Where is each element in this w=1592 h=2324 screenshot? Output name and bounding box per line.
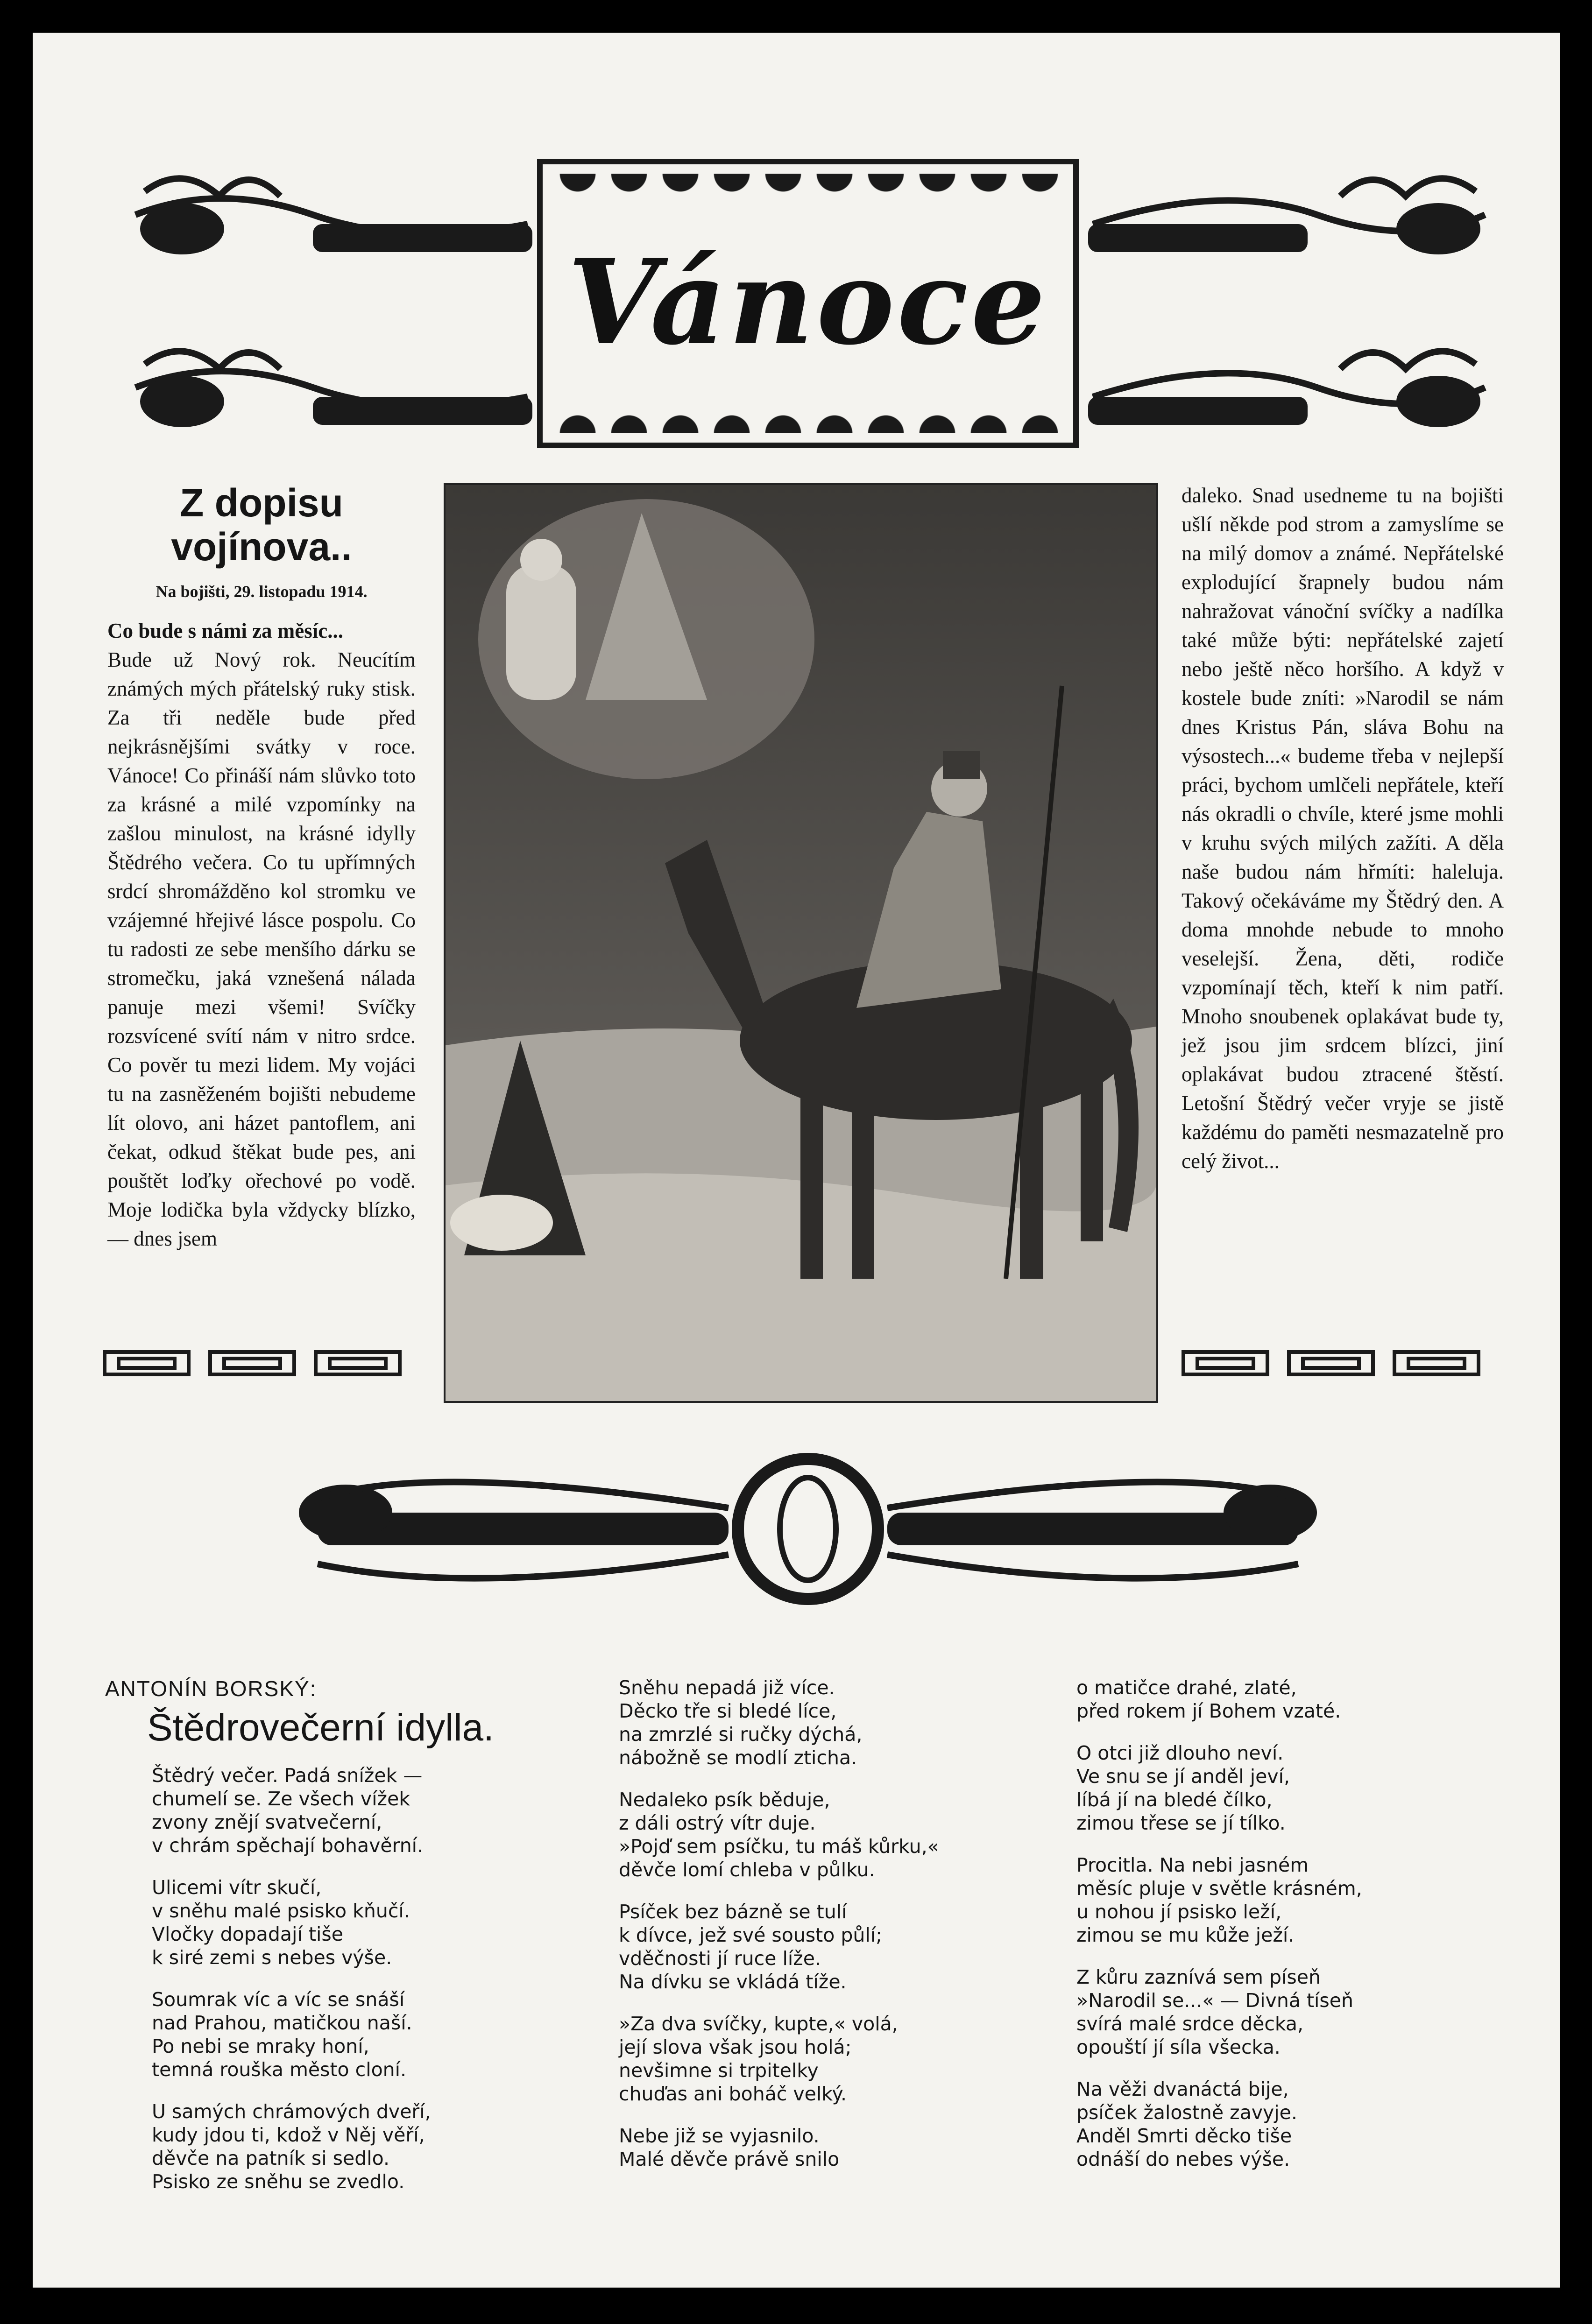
poem-title: Štědrovečerní idylla.: [147, 1706, 494, 1749]
poem-line: opouští jí síla všecka.: [1076, 2036, 1281, 2058]
scallop-border-bottom: [552, 401, 1064, 433]
poem-line: kudy jdou ti, kdož v Něj věří,: [152, 2124, 425, 2146]
poem-line: děvče na patník si sedlo.: [152, 2147, 390, 2169]
divider-ornament-right: [1182, 1349, 1485, 1377]
poem-line: svírá malé srdce děcka,: [1076, 2013, 1304, 2035]
letter-dateline: Na bojišti, 29. listopadu 1914.: [156, 582, 368, 601]
poem-stanza: [619, 1788, 1039, 1881]
poem-line: »Za dva svíčky, kupte,« volá,: [619, 2013, 898, 2035]
poem-line: Na věži dvanáctá bije,: [1076, 2078, 1289, 2100]
poem-line: k siré zemi s nebes výše.: [152, 1946, 392, 1969]
poem-stanza: [1076, 1741, 1520, 1835]
letter-column-left: [107, 481, 416, 1253]
poem-line: Ve snu se jí anděl jeví,: [1076, 1765, 1290, 1788]
garland-ornament-left: [126, 154, 537, 462]
poem-stanza: [1076, 1853, 1520, 1947]
poem-stanza: [619, 2124, 1039, 2171]
illustration-soldier-on-horse: [444, 483, 1158, 1403]
letter-lead: Co bude s námi za měsíc...: [107, 619, 343, 642]
poem-line: nevšimne si trpitelky: [619, 2059, 819, 2082]
poem-line: Vločky dopadají tiše: [152, 1923, 343, 1945]
divider-ornament-left: [103, 1349, 406, 1377]
poem-line: z dáli ostrý vítr duje.: [619, 1812, 816, 1834]
poem-stanza: [152, 2100, 595, 2193]
poem-line: Po nebi se mraky honí,: [152, 2035, 369, 2057]
letter-body-left: Bude už Nový rok. Neucítím známých mých přátelský ruky stisk. Za tři neděle bude před nejkrásnějšími svátky v roce. Vánoce! Co přináší nám slůvko toto za krásné a milé vzpomínky na zašlou minulost, na krásné idylly Štědrého večera. Co tu upřímných srdcí shromážděno kol stromku ve vzájemné hřejivé lásce pospolu. Co tu radosti ze sebe menšího dárku se stromečku, jaká vznešená nálada panuje mezi všemi! Svíčky rozsvícené svítí nám v nitro srdce. Co pověr tu mezi lidem. My vojáci tu na zasněženém bojišti nebudeme lít olovo, ani házet pantoflem, ani čekat, odkud štěkat bude pes, ani pouštět loďky ořechové po vodě. Moje lodička byla vždycky blízko, — dnes jsem: [107, 648, 416, 1250]
poem-line: Nedaleko psík běduje,: [619, 1789, 830, 1811]
letter-column-right: [1182, 481, 1504, 1176]
poem-stanza: [1076, 1965, 1520, 2059]
poem-column-3: [1076, 1676, 1520, 2190]
garland-ornament-middle: [290, 1443, 1326, 1620]
poem-line: k dívce, jež své sousto půlí;: [619, 1924, 882, 1946]
poem-line: »Pojď sem psíčku, tu máš kůrku,«: [619, 1835, 939, 1858]
page-title: Vánoce: [567, 233, 1048, 371]
poem-line: měsíc pluje v světle krásném,: [1076, 1877, 1362, 1900]
poem-line: vděčnosti jí ruce líže.: [619, 1947, 821, 1970]
poem-line: Na dívku se vkládá tíže.: [619, 1971, 847, 1993]
poem-line: na zmrzlé si ručky dýchá,: [619, 1723, 863, 1746]
poem-line: Z kůru zaznívá sem píseň: [1076, 1966, 1321, 1988]
poem-line: děvče lomí chleba v půlku.: [619, 1859, 875, 1881]
poem-line: její slova však jsou holá;: [619, 2036, 852, 2058]
poem-line: líbá jí na bledé čílko,: [1076, 1789, 1273, 1811]
poem-line: zimou se mu kůže ježí.: [1076, 1924, 1295, 1946]
poem-line: psíček žalostně zavyje.: [1076, 2101, 1297, 2124]
poem-line: Procitla. Na nebi jasném: [1076, 1854, 1309, 1876]
scallop-border-top: [552, 174, 1064, 206]
poem-line: Ulicemi vítr skučí,: [152, 1876, 322, 1899]
poem-line: chuďas ani boháč velký.: [619, 2083, 847, 2105]
title-frame: [537, 159, 1079, 448]
garland-ornament-right: [1083, 154, 1494, 462]
poem-line: nad Prahou, matičkou naší.: [152, 2012, 412, 2034]
poem-line: chumelí se. Ze všech vížek: [152, 1788, 410, 1810]
poem-line: Psisko ze sněhu se zvedlo.: [152, 2170, 405, 2193]
letter-title-line2: vojínova..: [171, 525, 352, 569]
poem-stanza: [152, 1988, 595, 2081]
poem-line: v sněhu malé psisko kňučí.: [152, 1900, 410, 1922]
poem-line: o matičce drahé, zlaté,: [1076, 1676, 1297, 1699]
poem-stanza: [619, 2012, 1039, 2106]
poem-author: ANTONÍN BORSKÝ:: [105, 1676, 317, 1701]
poem-stanza: [152, 1764, 595, 1857]
poem-column-2: [619, 1676, 1039, 2190]
poem-line: Štědrý večer. Padá snížek —: [152, 1764, 423, 1787]
poem-line: u nohou jí psisko leží,: [1076, 1901, 1282, 1923]
letter-title-line1: Z dopisu: [180, 481, 343, 525]
newspaper-page: [33, 33, 1560, 2288]
poem-stanza: [619, 1900, 1039, 1993]
poem-line: Psíček bez bázně se tulí: [619, 1901, 847, 1923]
poem-line: Nebe již se vyjasnilo.: [619, 2125, 820, 2147]
poem-stanza: [1076, 1676, 1520, 1723]
poem-line: Sněhu nepadá již více.: [619, 1676, 835, 1699]
poem-line: nábožně se modlí zticha.: [619, 1747, 857, 1769]
poem-stanza: [1076, 2078, 1520, 2171]
poem-line: zvony znějí svatvečerní,: [152, 1811, 382, 1833]
poem-line: zimou třese se jí tílko.: [1076, 1812, 1286, 1834]
poem-line: »Narodil se...« — Divná tíseň: [1076, 1989, 1353, 2012]
poem-stanza: [152, 1876, 595, 1969]
family-vision-figure: [506, 564, 576, 700]
poem-line: Soumrak víc a víc se snáší: [152, 1988, 405, 2011]
poem-line: Malé děvče právě snilo: [619, 2148, 840, 2170]
poem-column-1: [105, 1676, 595, 2212]
poem-line: U samých chrámových dveří,: [152, 2100, 431, 2123]
letter-body-right: daleko. Snad usedneme tu na bojišti ušlí někde pod strom a zamyslíme se na milý domov a známé. Nepřátelské explodující šrapnely budou nám nahražovat vánoční svíčky a nadílka také může býti: nepřátelské zajetí nebo ještě něco horšího. A když v kostele bude zníti: »Narodil se nám dnes Kristus Pán, sláva Bohu na výsostech...« budeme třeba v nejlepší práci, bychom umlčeli nepřátele, kteří nás okradli o chvíle, které jsme mohli v kruhu svých milých zažíti. A děla naše budou nám hřmíti: haleluja. Takový očekáváme my Štědrý den. A doma mnohde nebude to mnoho veselejší. Žena, děti, rodiče vzpomínají těch, kteří k nim patří. Mnoho snoubenek oplakávat bude ty, jež jsou jim srdcem blízci, jiní oplakávat budou ztracené štěstí. Letošní Štědrý večer vryje se jistě každému do paměti nesmazatelně pro celý život...: [1182, 484, 1504, 1173]
poem-line: odnáší do nebes výše.: [1076, 2148, 1290, 2170]
poem-line: Děcko tře si bledé líce,: [619, 1700, 837, 1722]
poem-line: před rokem jí Bohem vzaté.: [1076, 1700, 1341, 1722]
poem-line: temná rouška město cloní.: [152, 2058, 407, 2081]
poem-stanza: [619, 1676, 1039, 1769]
poem-line: v chrám spěchají bohavěrní.: [152, 1834, 424, 1857]
poem-line: Anděl Smrti děcko tiše: [1076, 2125, 1292, 2147]
poem-line: O otci již dlouho neví.: [1076, 1742, 1284, 1764]
